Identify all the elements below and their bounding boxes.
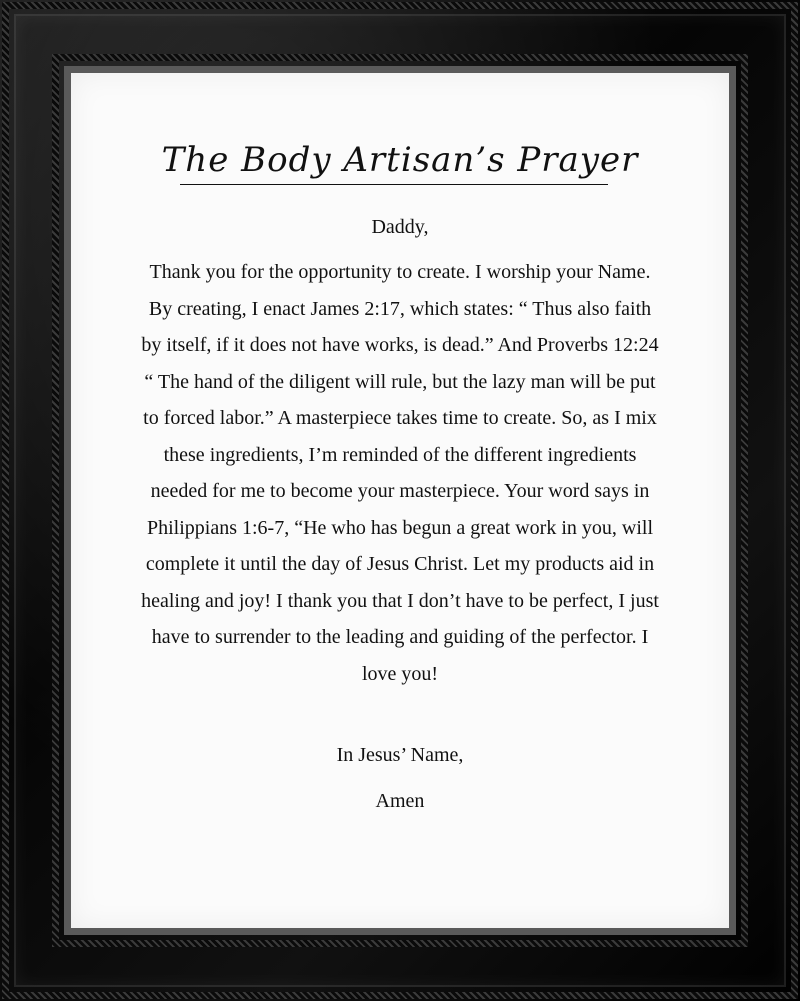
prayer-body: Thank you for the opportunity to create. I worship your Name. By creating, I enact James 2:17, which states: “ Thus also faith by itself, if it does not have works, is dead.” And Proverbs 12:24 “ The hand of the diligent will rule, but the lazy man will be put to forced labor.” A masterpiece takes time to create. So, as I mix these ingredients, I’m reminded of the different ingredients needed for me to become your masterpiece. Your word says in Philippians 1:6-7, “He who has begun a great work in you, will complete it until the day of Jesus Christ. Let my products aid in healing and joy! I thank you that I don’t have to be perfect, I just have to surrender to the leading and guiding of the perfector. I love you!: [141, 261, 659, 685]
closing-line: In Jesus’ Name,: [336, 744, 464, 766]
prayer-title: The Body Artisan’s Prayer: [161, 140, 639, 180]
signoff: Amen: [375, 790, 425, 812]
title-underline: [180, 184, 608, 185]
greeting: Daddy,: [371, 216, 429, 238]
